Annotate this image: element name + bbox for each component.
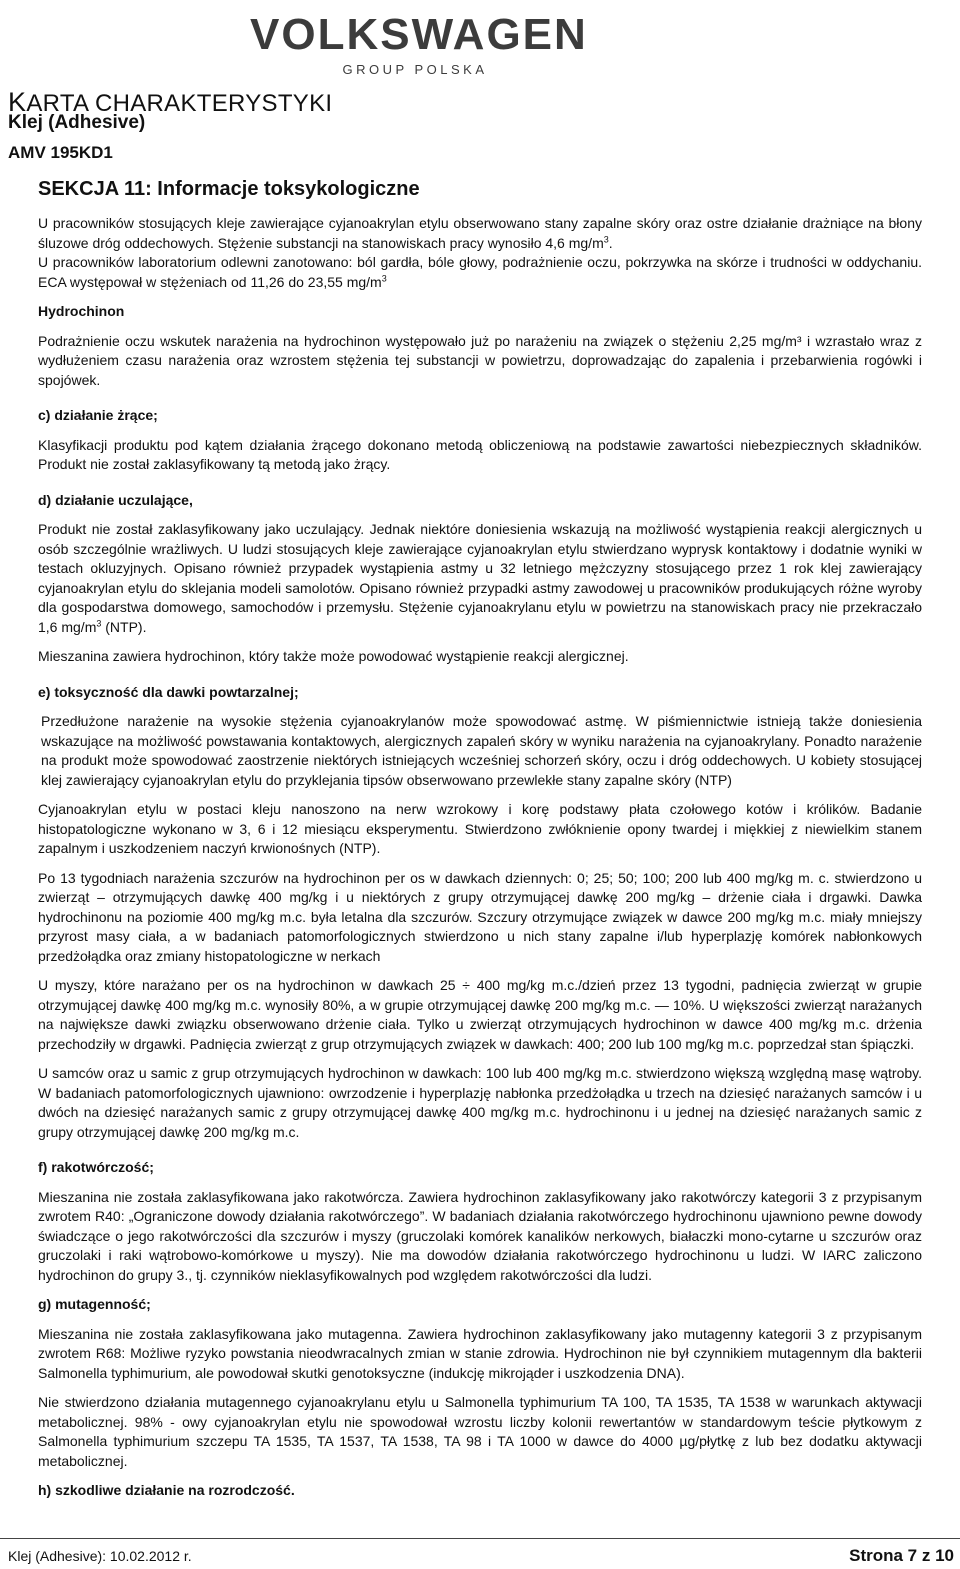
paragraph (38, 214, 922, 253)
title-initial: K (8, 87, 27, 117)
paragraph-end: . (608, 234, 613, 251)
subheading-f: f) rakotwórczość; (38, 1159, 154, 1175)
paragraph: Przedłużone narażenie na wysokie stężenia cyjanoakrylanów może spowodować astmę. W piśmiennictwie istnieją także doniesienia wskazujące na możliwość powstawania kontaktowych, alergicznych zapaleń skóry w wyniku narażenia na cyjanoakrylany. Ponadto narażenie na produkt może spowodować zaostrzenie niektórych istniejących wcześniej schorzeń skóry, oczu i dróg oddechowych. U kobiety stosującej klej zawierający cyjanoakrylan etylu do przyklejania tipsów obserwowano przewlekłe stany zapalne skóry (NTP) (41, 713, 922, 788)
paragraph: Mieszanina zawiera hydrochinon, który także może powodować wystąpienie reakcji alergicznej. (38, 648, 629, 664)
paragraph: U samców oraz u samic z grup otrzymujących hydrochinon w dawkach: 100 lub 400 mg/kg m.c. stwierdzono większą względną masę wątroby. W badaniach patomorfologicznych ujawniono: owrzodzenie i hyperplazję nabłonka przedżołądka u trzech na dziesięć narażanych samców i u dwóch na dziesięć narażanych samic z grupy otrzymującej dawkę 400 mg/kg m.c. hydrochinonu i u jednej na dziesięć narażanych samic z grupy otrzymującej dawkę 200 mg/kg m.c. (38, 1065, 922, 1140)
subheading-d: d) działanie uczulające, (38, 491, 193, 508)
superscript: 3 (603, 233, 609, 244)
logo-subtitle: GROUP POLSKA (342, 62, 488, 77)
paragraph-text: U pracowników stosujących kleje zawierające cyjanoakrylan etylu obserwowano stany zapalne skóry oraz ostre działanie drażniące na błony śluzowe dróg oddechowych. Stężenie substancji na stanowiskach pracy wynosiło 4,6 mg/m (38, 215, 922, 251)
paragraph: Podrażnienie oczu wskutek narażenia na hydrochinon występowało już po narażeniu na związek o stężeniu 2,25 mg/m³ i wzrastało wraz z wydłużeniem czasu narażenia oraz wzrostem stężenia tej substancji w powietrzu, doprowadzając do zapalenia i przebarwienia rogówki i spojówek. (38, 332, 922, 388)
title-rest: ARTA CHARAKTERYSTYKI (26, 90, 333, 117)
product-name: Klej (Adhesive) (8, 112, 146, 133)
paragraph-text: U pracowników laboratorium odlewni zanotowano: ból gardła, bóle głowy, podrażnienie oczu, pokrzywka na skórze i trudności w oddychaniu. ECA występował w stężeniach od 11,26 do 23,55 mg/m (38, 254, 922, 290)
paragraph: Mieszanina nie została zaklasyfikowana jako mutagenna. Zawiera hydrochinon zaklasyfikowany jako mutagenny kategorii 3 z przypisanym zwrotem R68: Możliwe ryzyko powstania nieodwracalnych zmian w stanie zdrowia. Hydrochinon nie był czynnikiem mutagennym dla bakterii Salmonella typhimurium, ale powodował skutki genotoksyczne (indukcję mikrojąder i uszkodzenia DNA). (38, 1325, 922, 1381)
footer-page-number: Strona 7 z 10 (849, 1546, 954, 1565)
section-title: SEKCJA 11: Informacje toksykologiczne (38, 178, 420, 200)
section-content (38, 214, 922, 1501)
logo-brand: VOLKSWAGEN (250, 10, 588, 59)
paragraph-end: (NTP). (101, 618, 147, 635)
footer-document-date: Klej (Adhesive): 10.02.2012 r. (8, 1548, 192, 1564)
paragraph: Cyjanoakrylan etylu w postaci kleju nanoszono na nerw wzrokowy i korę podstawy płata czołowego kotów i królików. Badanie histopatologiczne wykonano w 3, 6 i 12 miesiącu eksperymentu. Stwierdzono zwłóknienie opony twardej i miękkiej z niewielkim stanem zapalnym i uszkodzeniem naczyń krwionośnych (NTP). (38, 801, 922, 856)
subheading-hydrochinon: Hydrochinon (38, 303, 125, 319)
paragraph: Nie stwierdzono działania mutagennego cyjanoakrylanu etylu u Salmonella typhimurium TA 100, TA 1535, TA 1538 w warunkach aktywacji metabolicznej. 98% - owy cyjanoakrylan etylu nie spowodował wzrostu liczby kolonii rewertantów w standardowym teście płytkowym z Salmonella typhimurium szczepu TA 1535, TA 1537, TA 1538, TA 98 i TA 1000 w dawce do 4000 µg/płytkę z lub bez dodatku aktywacji metabolicznej. (38, 1394, 922, 1469)
paragraph (38, 520, 922, 637)
subheading-e: e) toksyczność dla dawki powtarzalnej; (38, 683, 299, 700)
paragraph: Klasyfikacji produktu pod kątem działania żrącego dokonano metodą obliczeniową na podstawie zawartości niebezpiecznych składników. Produkt nie został zaklasyfikowany tą metodą jako żrący. (38, 436, 922, 472)
paragraph: Mieszanina nie została zaklasyfikowana jako rakotwórcza. Zawiera hydrochinon zaklasyfikowany jako rakotwórczy kategorii 3 z przypisanym zwrotem R40: „Ograniczone dowody działania rakotwórczego”. W badaniach działania rakotwórczego hydrochinonu ujawniono pewne dowody świadczące o jego rakotwórczości dla szczurów i myszy (gruczolaki komórek kanalików nerkowych, białaczki mono-cytarne u szczurów oraz gruczolaki i raki wątrobowo-komórkowe u myszy). Nie ma dowodów działania rakotwórczego hydrochinonu u ludzi. W IARC zaliczono hydrochinon do grupy 3., tj. czynników nieklasyfikowalnych pod względem rakotwórczości dla ludzi. (38, 1188, 922, 1283)
subheading-c: c) działanie żrące; (38, 407, 158, 423)
volkswagen-logo (250, 0, 588, 96)
footer-divider (0, 1538, 960, 1539)
subheading-g: g) mutagenność; (38, 1296, 151, 1312)
paragraph: Po 13 tygodniach narażenia szczurów na hydrochinon per os w dawkach dziennych: 0; 25; 50; 100; 200 lub 400 mg/kg m. c. stwierdzono u zwierząt – otrzymujących dawkę 400 mg/kg i u niektórych z grupy otrzymującej dawkę 200 mg/kg – drżenie ciała i drgawki. Dawka hydrochinonu na poziomie 400 mg/kg m.c. była letalna dla szczurów. Szczury otrzymujące związek w dawce 200 mg/kg m.c. miały mniejszy przyrost masy ciała, a w badaniach patomorfologicznych stwierdzono u nich stany zapalne i/lub hyperplazję komórek nabłonkowych przedżołądka oraz zmiany histopatologiczne w nerkach (38, 869, 922, 964)
paragraph: U myszy, które narażano per os na hydrochinon w dawkach 25 ÷ 400 mg/kg m.c./dzień przez 13 tygodni, padnięcia zwierząt w grupie otrzymującej dawkę 400 mg/kg m.c. wynosiły 80%, a w grupie otrzymującej dawkę 200 mg/kg m.c. — 10%. U większości zwierząt narażanych na największe dawki związku obserwowano drżenie ciała. Tylko u zwierząt otrzymujących hydrochinon w dawce 400 mg/kg m.c. drżenia przechodziły w drgawki. Padnięcia zwierząt z grup otrzymujących związek w dawkach: 400; 200 lub 100 mg/kg m.c. poprzedzał stan śpiączki. (38, 977, 922, 1052)
paragraph (38, 253, 922, 292)
superscript: 3 (96, 617, 102, 628)
product-code: AMV 195KD1 (8, 143, 113, 162)
paragraph-text: Produkt nie został zaklasyfikowany jako uczulający. Jednak niektóre doniesienia wskazują na możliwość wystąpienia reakcji alergicznych u osób szczególnie wrażliwych. U ludzi stosujących kleje zawierające cyjanoakrylan etylu stwierdzano wyprysk kontaktowy i dodatnie wyniki w testach okluzyjnych. Opisano również przypadek wystąpienia astmy u 32 letniego mężczyzny stosującego przez 1 rok klej zawierający cyjanoakrylan etylu do sklejania modeli samolotów. Opisano również przypadki astmy zawodowej u pracowników produkujących różne wyroby dla gospodarstwa domowego, samochodów i przemysłu. Stężenie cyjanoakrylanu etylu w powietrzu na stanowiskach pracy nie przekraczało 1,6 mg/m (38, 521, 922, 635)
superscript: 3 (381, 272, 387, 283)
subheading-h: h) szkodliwe działanie na rozrodczość. (38, 1482, 295, 1498)
